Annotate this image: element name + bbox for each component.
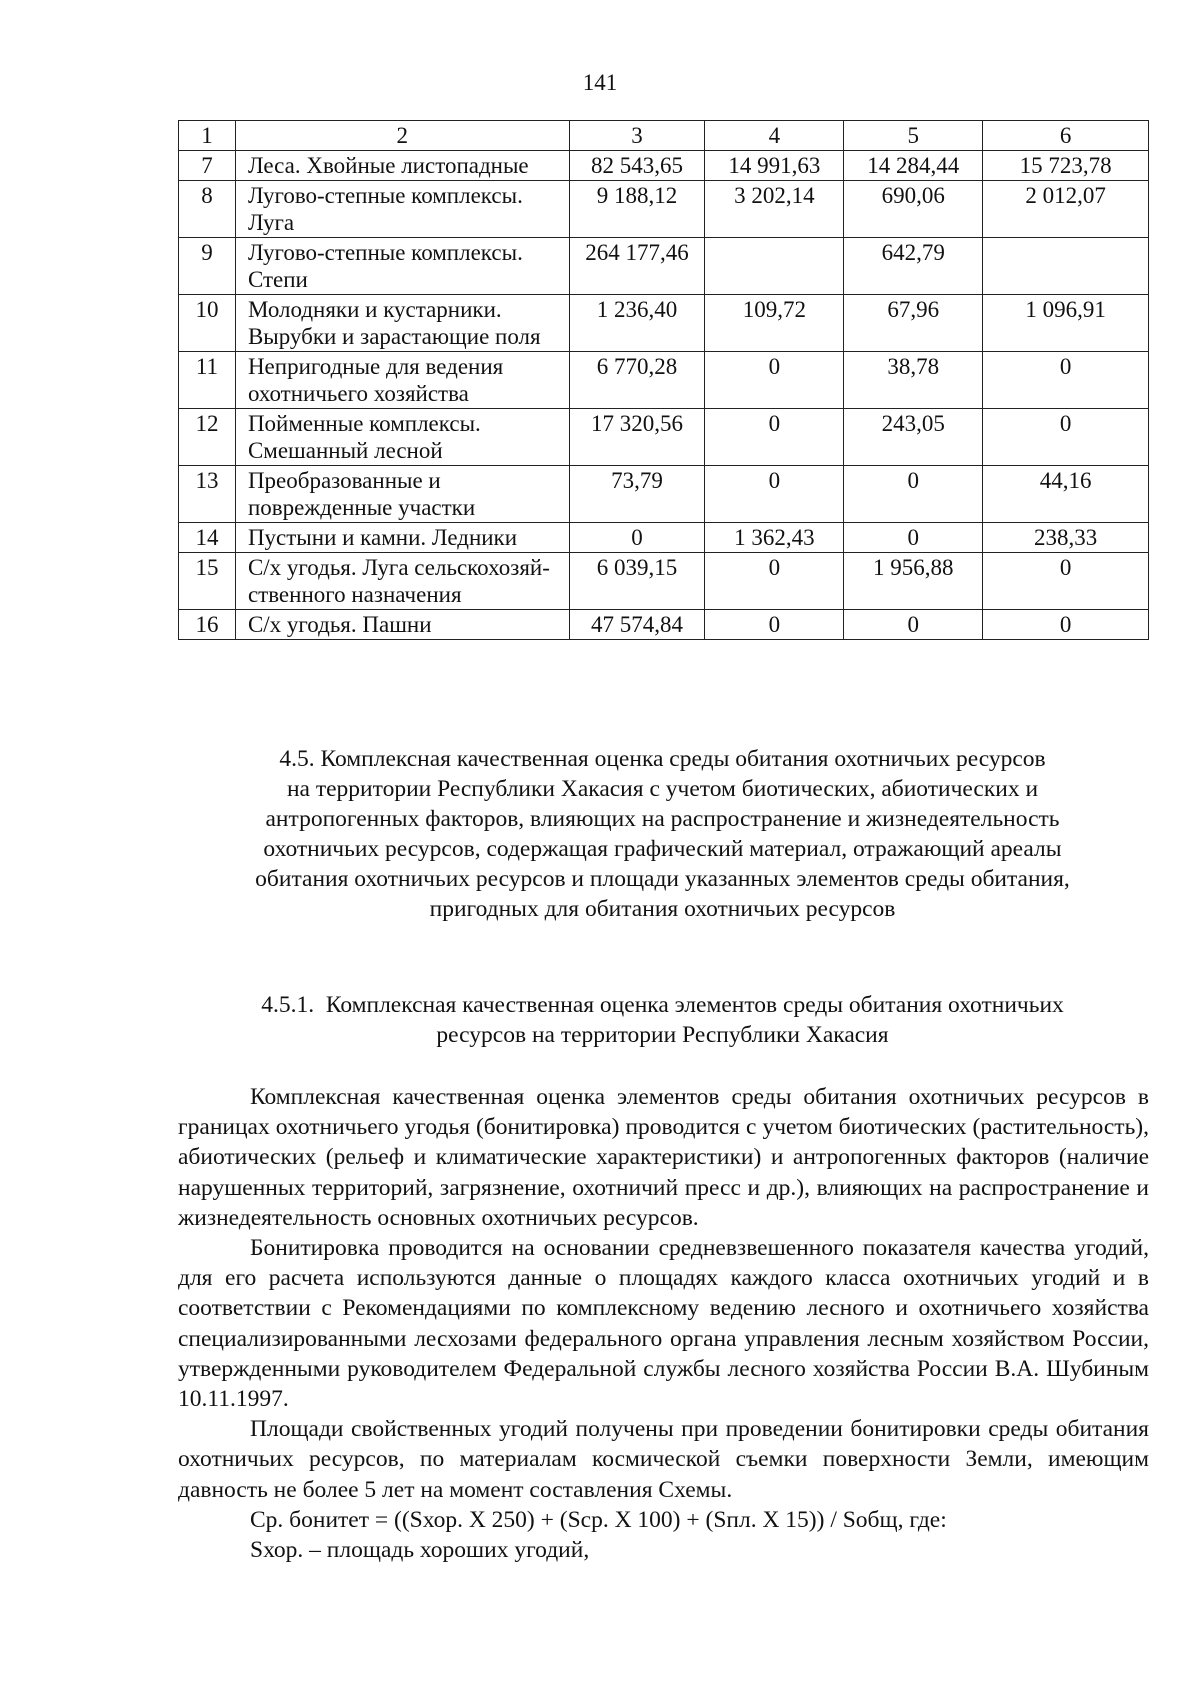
row-number-cell: 9 [179, 238, 236, 295]
area-value-cell: 44,16 [983, 466, 1149, 523]
section-4-5-1-heading [175, 990, 1150, 1050]
area-value-cell [983, 238, 1149, 295]
table-row [179, 151, 1149, 181]
land-type-cell: Лугово-степные комплексы. Луга [235, 181, 569, 238]
area-value-cell: 38,78 [844, 352, 983, 409]
area-value-cell: 0 [983, 352, 1149, 409]
area-value-cell: 9 188,12 [569, 181, 705, 238]
land-type-cell: С/х угодья. Пашни [235, 610, 569, 640]
formula-line: Ср. бонитет = ((Sхор. Х 250) + (Sср. Х 100) + (Sпл. Х 15)) / Sобщ, где: [250, 1506, 947, 1533]
area-value-cell: 0 [705, 610, 844, 640]
area-value-cell: 0 [705, 553, 844, 610]
area-value-cell: 17 320,56 [569, 409, 705, 466]
area-value-cell: 15 723,78 [983, 151, 1149, 181]
area-value-cell: 6 770,28 [569, 352, 705, 409]
heading-line: антропогенных факторов, влияющих на распространение и жизнедеятельность [265, 806, 1060, 832]
area-value-cell: 1 956,88 [844, 553, 983, 610]
row-number-cell: 14 [179, 523, 236, 553]
area-value-cell: 47 574,84 [569, 610, 705, 640]
header-cell: 5 [844, 121, 983, 151]
row-number-cell: 11 [179, 352, 236, 409]
habitat-area-table [178, 120, 1149, 640]
table-row [179, 409, 1149, 466]
area-value-cell: 1 236,40 [569, 295, 705, 352]
area-value-cell: 238,33 [983, 523, 1149, 553]
heading-line: ресурсов на территории Республики Хакасия [436, 1022, 889, 1048]
table-row [179, 523, 1149, 553]
header-cell: 6 [983, 121, 1149, 151]
row-number-cell: 16 [179, 610, 236, 640]
land-type-cell: Лугово-степные комплексы. Степи [235, 238, 569, 295]
area-value-cell: 67,96 [844, 295, 983, 352]
row-number-cell: 7 [179, 151, 236, 181]
table-row [179, 295, 1149, 352]
row-number-cell: 8 [179, 181, 236, 238]
area-value-cell: 1 096,91 [983, 295, 1149, 352]
heading-line: на территории Республики Хакасия с учетом биотических, абиотических и [286, 776, 1039, 802]
page-number: 141 [582, 70, 618, 95]
header-cell: 4 [705, 121, 844, 151]
definition-line: Sхор. – площадь хороших угодий, [250, 1537, 590, 1564]
area-value-cell: 6 039,15 [569, 553, 705, 610]
heading-line: 4.5. Комплексная качественная оценка среды обитания охотничьих ресурсов [279, 746, 1046, 772]
area-value-cell: 264 177,46 [569, 238, 705, 295]
land-type-cell: Преобразованные и поврежденные участки [235, 466, 569, 523]
area-value-cell: 0 [705, 466, 844, 523]
area-value-cell: 243,05 [844, 409, 983, 466]
area-value-cell: 0 [844, 523, 983, 553]
paragraph: Площади свойственных угодий получены при проведении бонитировки среды обитания охотничьих ресурсов, по материалам космической съемки поверхности Земли, имеющим давность не более 5 лет на момент составления Схемы. [178, 1416, 1149, 1503]
land-type-cell: Молодняки и кустарники. Вырубки и зарастающие поля [235, 295, 569, 352]
header-cell: 1 [179, 121, 236, 151]
heading-line: 4.5.1. Комплексная качественная оценка элементов среды обитания охотничьих [261, 992, 1064, 1018]
paragraph: Комплексная качественная оценка элементов среды обитания охотничьих ресурсов в границах охотничьего угодья (бонитировка) проводится с учетом биотических (растительность), абиотических (рельеф и климатические характеристики) и антропогенных факторов (наличие нарушенных территорий, загрязнение, охотничий пресс и др.), влияющих на распространение и жизнедеятельность основных охотничьих ресурсов. [178, 1084, 1149, 1231]
land-type-cell: Непригодные для ведения охотничьего хозяйства [235, 352, 569, 409]
area-value-cell: 0 [844, 610, 983, 640]
row-number-cell: 10 [179, 295, 236, 352]
heading-line: охотничьих ресурсов, содержащая графический материал, отражающий ареалы [263, 836, 1062, 862]
header-cell: 3 [569, 121, 705, 151]
row-number-cell: 15 [179, 553, 236, 610]
row-number-cell: 12 [179, 409, 236, 466]
land-type-cell: С/х угодья. Луга сельскохозяй-ственного назначения [235, 553, 569, 610]
table-row [179, 610, 1149, 640]
land-type-cell: Леса. Хвойные листопадные [235, 151, 569, 181]
table-header-row [179, 121, 1149, 151]
area-value-cell: 14 284,44 [844, 151, 983, 181]
table-row [179, 352, 1149, 409]
land-type-cell: Пустыни и камни. Ледники [235, 523, 569, 553]
area-value-cell: 0 [983, 409, 1149, 466]
area-value-cell: 3 202,14 [705, 181, 844, 238]
section-4-5-1-body [178, 1082, 1149, 1565]
table-row [179, 238, 1149, 295]
area-value-cell: 2 012,07 [983, 181, 1149, 238]
area-value-cell: 82 543,65 [569, 151, 705, 181]
area-value-cell: 0 [705, 409, 844, 466]
table-row [179, 466, 1149, 523]
paragraph: Бонитировка проводится на основании средневзвешенного показателя качества угодий, для его расчета используются данные о площадях каждого класса охотничьих угодий и в соответствии с Рекомендациями по комплексному ведению лесного и охотничьего хозяйства специализированными лесхозами федерального органа управления лесным хозяйством России, утвержденными руководителем Федеральной службы лесного хозяйства России В.А. Шубиным 10.11.1997. [178, 1235, 1149, 1413]
table-row [179, 553, 1149, 610]
area-value-cell: 14 991,63 [705, 151, 844, 181]
section-4-5-heading [175, 744, 1150, 924]
area-value-cell: 0 [983, 610, 1149, 640]
area-value-cell: 0 [569, 523, 705, 553]
area-value-cell: 0 [705, 352, 844, 409]
area-value-cell: 642,79 [844, 238, 983, 295]
area-value-cell: 0 [983, 553, 1149, 610]
heading-line: пригодных для обитания охотничьих ресурсов [429, 896, 896, 922]
header-cell: 2 [235, 121, 569, 151]
area-value-cell: 0 [844, 466, 983, 523]
row-number-cell: 13 [179, 466, 236, 523]
area-value-cell [705, 238, 844, 295]
table-row [179, 181, 1149, 238]
area-value-cell: 109,72 [705, 295, 844, 352]
area-value-cell: 73,79 [569, 466, 705, 523]
area-value-cell: 690,06 [844, 181, 983, 238]
area-value-cell: 1 362,43 [705, 523, 844, 553]
land-type-cell: Пойменные комплексы. Смешанный лесной [235, 409, 569, 466]
heading-line: обитания охотничьих ресурсов и площади указанных элементов среды обитания, [255, 866, 1070, 892]
